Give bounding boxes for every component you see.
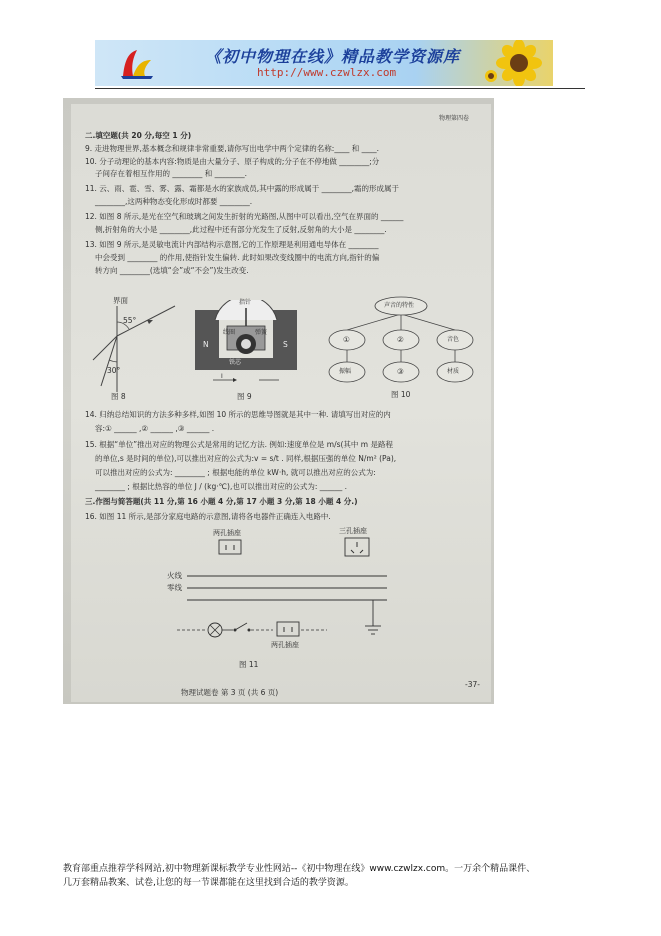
question-11-line2: ________,这两种物态变化形成时都要 ________. — [95, 197, 253, 206]
question-10-line1: 10. 分子动理论的基本内容:物质是由大量分子、原子构成的;分子在不停地做 ________;分 — [85, 157, 380, 166]
fig10-node-2: ② — [397, 335, 404, 344]
fig9-core-label: 铁芯 — [229, 359, 242, 366]
section2-title: 二.填空题(共 20 分,每空 1 分) — [85, 131, 192, 140]
fig11-two-hole-socket-top: 两孔插座 — [213, 529, 241, 537]
fig8-angle-30: 30° — [107, 366, 121, 375]
fig11-live-wire: 火线 — [167, 571, 182, 580]
fig10-node-1: ① — [343, 335, 350, 344]
fig9-pole-s: S — [283, 340, 288, 349]
fig10-leaf-1: 振幅 — [339, 368, 352, 375]
fig8-caption: 图 8 — [111, 392, 126, 401]
fig11-neutral-wire: 零线 — [167, 583, 182, 592]
sheet-page-number: -37- — [465, 680, 480, 689]
question-9: 9. 走进物理世界,基本概念和规律非常重要,请你写出电学中两个定律的名称:____ 和 ____. — [85, 144, 379, 153]
figure-9 — [193, 300, 299, 400]
fig11-caption: 图 11 — [239, 660, 259, 669]
question-11-line1: 11. 云、雨、雹、雪、雾、露、霜都是水的家族成员,其中露的形成属于 ________,霜的形成属于 — [85, 184, 399, 193]
fig9-pointer-label: 指针 — [239, 299, 252, 306]
fig9-spring-label: 弹簧 — [255, 329, 268, 336]
site-banner — [95, 40, 553, 86]
fig10-leaf-2: ③ — [397, 367, 404, 376]
banner-url[interactable]: http://www.czwlzx.com — [257, 66, 397, 79]
fig9-current-label: I — [221, 373, 223, 380]
fig8-angle-55: 55° — [123, 316, 137, 325]
fig11-two-hole-socket-bottom: 两孔插座 — [271, 641, 299, 649]
fig10-node-3: 音色 — [447, 336, 460, 343]
fig9-coil-label: 线圈 — [223, 329, 236, 336]
question-15-line3: 可以推出对应的公式为: ________ ; 根据电能的单位 kW·h, 就可以推出对应的公式为: — [95, 468, 376, 477]
footer-line-2: 几万套精品教案、试卷,让您的每一节课都能在这里找到合适的教学资源。 — [63, 878, 354, 888]
question-15-line1: 15. 根据“单位”推出对应的物理公式是常用的记忆方法. 例如:速度单位是 m/s(其中 m 是路程 — [85, 440, 393, 449]
footer-line-1: 教育部重点推荐学科网站,初中物理新课标教学专业性网站--《初中物理在线》www.czwlzx.com。一万余个精品课件、 — [63, 864, 536, 874]
question-12-line1: 12. 如图 8 所示,是光在空气和玻璃之间发生折射的光路图,从图中可以看出,空气在界面的 ______ — [85, 212, 404, 221]
exam-sheet — [71, 104, 491, 702]
section3-title: 三.作图与简答题(共 11 分,第 16 小题 4 分,第 17 小题 3 分,第 18 小题 4 分.) — [85, 497, 358, 506]
figure-11 — [167, 526, 407, 686]
sheet-footer-page: 物理试题卷 第 3 页 (共 6 页) — [181, 688, 279, 697]
fig11-three-hole-socket: 三孔插座 — [339, 527, 367, 535]
exam-photo — [63, 98, 494, 704]
sheet-header-right: 物理第四卷 — [439, 115, 470, 122]
figure-8 — [87, 296, 179, 401]
fig8-interface-label: 界面 — [113, 296, 128, 305]
question-10-line2: 子间存在着相互作用的 ________ 和 ________. — [95, 169, 248, 178]
question-14-line2: 容:① ______ ,② ______ ,③ ______ . — [95, 424, 215, 433]
question-16: 16. 如图 11 所示,是部分家庭电路的示意图,请将各电器件正确连入电路中. — [85, 512, 331, 521]
fig9-caption: 图 9 — [237, 392, 252, 401]
banner-title: 《初中物理在线》精品教学资源库 — [205, 47, 461, 66]
sunflower-icon — [479, 40, 549, 86]
question-13-line1: 13. 如图 9 所示,是灵敏电流计内部结构示意图,它的工作原理是利用通电导体在 ________ — [85, 240, 379, 249]
question-15-line2: 的单位,s 是时间的单位),可以推出对应的公式为:v = s/t . 同样,根据压强的单位 N/m² (Pa), — [95, 454, 397, 463]
question-12-line2: 侧,折射角的大小是 ________,此过程中还有部分光发生了反射,反射角的大小是 ________. — [95, 225, 387, 234]
site-logo-icon — [117, 46, 157, 82]
banner-divider — [95, 88, 585, 89]
fig9-pole-n: N — [203, 340, 209, 349]
question-14-line1: 14. 归纳总结知识的方法多种多样,如图 10 所示的思维导图就是其中一种. 请填写出对应的内 — [85, 410, 391, 419]
figure-10 — [317, 294, 487, 400]
question-13-line2: 中会受到 ________ 的作用,使指针发生偏转. 此时如果改变线圈中的电流方向,指针的偏 — [95, 253, 380, 262]
fig10-root: 声音的特性 — [384, 302, 415, 309]
question-13-line3: 转方向 ________(选填“会”或“不会”)发生改变. — [95, 266, 249, 275]
refraction-diagram — [87, 300, 179, 400]
fig10-leaf-3: 材质 — [447, 368, 460, 375]
fig10-caption: 图 10 — [391, 390, 411, 399]
page-footer — [63, 862, 603, 890]
question-15-line4: ________ ; 根据比热容的单位 J / (kg·℃),也可以推出对应的公式为: ______ . — [95, 482, 348, 491]
